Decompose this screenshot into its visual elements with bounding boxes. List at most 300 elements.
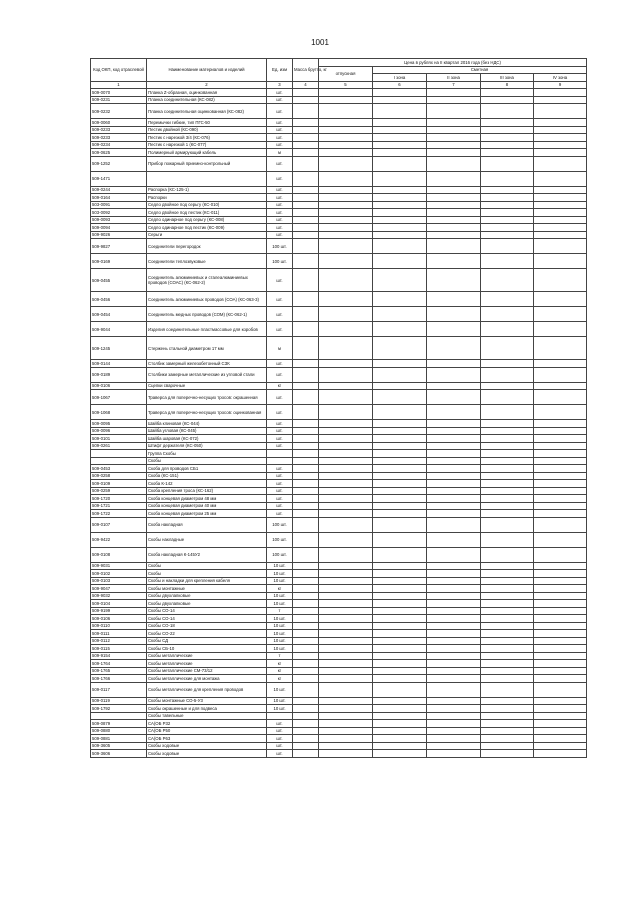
cell-release-price bbox=[319, 637, 373, 645]
table-row bbox=[91, 735, 587, 743]
table-row bbox=[91, 367, 587, 382]
cell-release-price bbox=[319, 201, 373, 209]
cell-code: 503-0092 bbox=[91, 209, 147, 217]
cell-zone1-price bbox=[373, 660, 427, 668]
cell-mass bbox=[293, 171, 319, 186]
cell-zone3-price bbox=[481, 652, 534, 660]
cell-code: 509-0233 bbox=[91, 134, 147, 142]
cell-unit: 10 шт. bbox=[267, 630, 293, 638]
cell-zone4-price bbox=[534, 547, 587, 562]
cell-unit: шт. bbox=[267, 224, 293, 232]
cell-zone1-price bbox=[373, 141, 427, 149]
cell-zone1-price bbox=[373, 637, 427, 645]
cell-zone1-price bbox=[373, 322, 427, 337]
cell-name: Скобы металлические для монтажа bbox=[147, 675, 267, 683]
cell-zone4-price bbox=[534, 171, 587, 186]
cell-zone4-price bbox=[534, 231, 587, 239]
cell-mass bbox=[293, 337, 319, 360]
table-row bbox=[91, 134, 587, 142]
cell-name: СА(ОБ Р50 bbox=[147, 727, 267, 735]
cell-release-price bbox=[319, 89, 373, 97]
table-row bbox=[91, 231, 587, 239]
table-row bbox=[91, 720, 587, 728]
cell-release-price bbox=[319, 224, 373, 232]
cell-zone3-price bbox=[481, 667, 534, 675]
cell-zone3-price bbox=[481, 502, 534, 510]
cell-zone1-price bbox=[373, 570, 427, 578]
cell-unit: 10 шт. bbox=[267, 570, 293, 578]
cell-zone1-price bbox=[373, 201, 427, 209]
cell-zone3-price bbox=[481, 254, 534, 269]
cell-unit: шт. bbox=[267, 126, 293, 134]
cell-name: Планка соединительная (КС-082) bbox=[147, 96, 267, 104]
cell-code: 509-1765 bbox=[91, 667, 147, 675]
header-zone2: II зона bbox=[427, 74, 481, 82]
table-row bbox=[91, 517, 587, 532]
cell-code: 509-0104 bbox=[91, 600, 147, 608]
table-row bbox=[91, 615, 587, 623]
cell-zone4-price bbox=[534, 510, 587, 518]
cell-mass bbox=[293, 186, 319, 194]
cell-unit: шт. bbox=[267, 502, 293, 510]
cell-mass bbox=[293, 269, 319, 292]
cell-zone4-price bbox=[534, 450, 587, 458]
cell-unit: 10 шт. bbox=[267, 592, 293, 600]
cell-zone1-price bbox=[373, 667, 427, 675]
cell-name: Штифт держателя (КС-050) bbox=[147, 442, 267, 450]
cell-zone4-price bbox=[534, 186, 587, 194]
cell-unit: 10 шт. bbox=[267, 697, 293, 705]
cell-mass bbox=[293, 675, 319, 683]
cell-name: Распорка (КС-125-1) bbox=[147, 186, 267, 194]
cell-unit: шт. bbox=[267, 322, 293, 337]
cell-zone1-price bbox=[373, 171, 427, 186]
cell-name: СА(ОБ Р63 bbox=[147, 735, 267, 743]
cell-mass bbox=[293, 104, 319, 119]
cell-release-price bbox=[319, 645, 373, 653]
cell-unit: шт. bbox=[267, 427, 293, 435]
cell-unit: шт. bbox=[267, 750, 293, 758]
cell-release-price bbox=[319, 472, 373, 480]
cell-zone1-price bbox=[373, 450, 427, 458]
cell-zone1-price bbox=[373, 705, 427, 713]
table-row bbox=[91, 382, 587, 390]
cell-zone1-price bbox=[373, 712, 427, 720]
cell-zone2-price bbox=[427, 652, 481, 660]
cell-release-price bbox=[319, 742, 373, 750]
cell-unit: шт. bbox=[267, 442, 293, 450]
cell-zone4-price bbox=[534, 420, 587, 428]
cell-zone2-price bbox=[427, 675, 481, 683]
cell-code: 509-0106 bbox=[91, 615, 147, 623]
cell-mass bbox=[293, 577, 319, 585]
cell-unit: 10 шт. bbox=[267, 622, 293, 630]
cell-code: 509-9827 bbox=[91, 239, 147, 254]
cell-zone3-price bbox=[481, 517, 534, 532]
cell-zone2-price bbox=[427, 450, 481, 458]
cell-mass bbox=[293, 96, 319, 104]
cell-unit: шт. bbox=[267, 186, 293, 194]
cell-code: 509-0110 bbox=[91, 622, 147, 630]
cell-zone4-price bbox=[534, 750, 587, 758]
cell-code: 509-1764 bbox=[91, 660, 147, 668]
table-row bbox=[91, 360, 587, 368]
cell-zone4-price bbox=[534, 735, 587, 743]
cell-zone3-price bbox=[481, 532, 534, 547]
cell-mass bbox=[293, 427, 319, 435]
cell-zone2-price bbox=[427, 405, 481, 420]
cell-name: Скоба для проводов СБ1 bbox=[147, 465, 267, 473]
cell-unit: шт. bbox=[267, 360, 293, 368]
cell-name: Скобы bbox=[147, 570, 267, 578]
cell-zone4-price bbox=[534, 307, 587, 322]
header-name: Наименование материалов и изделий bbox=[147, 59, 267, 82]
cell-release-price bbox=[319, 660, 373, 668]
cell-code: 509-0234 bbox=[91, 141, 147, 149]
table-row bbox=[91, 495, 587, 503]
cell-code: 509-9199 bbox=[91, 607, 147, 615]
cell-release-price bbox=[319, 216, 373, 224]
cell-zone4-price bbox=[534, 652, 587, 660]
cell-code: 509-0233 bbox=[91, 126, 147, 134]
cell-zone1-price bbox=[373, 727, 427, 735]
cell-code: 509-0102 bbox=[91, 570, 147, 578]
cell-zone3-price bbox=[481, 89, 534, 97]
cell-code: 509-0095 bbox=[91, 420, 147, 428]
cell-name: Столбик замерный железобетонный СЗК bbox=[147, 360, 267, 368]
cell-release-price bbox=[319, 720, 373, 728]
cell-zone4-price bbox=[534, 367, 587, 382]
cell-zone2-price bbox=[427, 382, 481, 390]
cell-zone2-price bbox=[427, 194, 481, 202]
cell-release-price bbox=[319, 390, 373, 405]
cell-name: Седло одинарное под пестик (КС-009) bbox=[147, 224, 267, 232]
cell-zone3-price bbox=[481, 585, 534, 593]
header-price-title: Цена в рублях на II квартал 2016 года (без НДС) bbox=[319, 59, 587, 67]
cell-unit: шт. bbox=[267, 96, 293, 104]
cell-zone2-price bbox=[427, 307, 481, 322]
cell-zone2-price bbox=[427, 239, 481, 254]
cell-zone2-price bbox=[427, 727, 481, 735]
cell-zone3-price bbox=[481, 450, 534, 458]
cell-zone4-price bbox=[534, 682, 587, 697]
cell-zone4-price bbox=[534, 457, 587, 465]
cell-release-price bbox=[319, 585, 373, 593]
cell-release-price bbox=[319, 570, 373, 578]
cell-zone4-price bbox=[534, 104, 587, 119]
cell-zone4-price bbox=[534, 600, 587, 608]
cell-unit: шт. bbox=[267, 231, 293, 239]
header-mass: Масса брутто, кг bbox=[293, 59, 319, 82]
cell-zone3-price bbox=[481, 637, 534, 645]
cell-code: 509-0094 bbox=[91, 224, 147, 232]
cell-mass bbox=[293, 254, 319, 269]
cell-zone4-price bbox=[534, 577, 587, 585]
cell-unit: шт. bbox=[267, 472, 293, 480]
cell-mass bbox=[293, 630, 319, 638]
cell-mass bbox=[293, 457, 319, 465]
cell-code: 509-0101 bbox=[91, 435, 147, 443]
cell-zone3-price bbox=[481, 480, 534, 488]
cell-unit: 10 шт. bbox=[267, 600, 293, 608]
cell-release-price bbox=[319, 382, 373, 390]
cell-code: 509-0144 bbox=[91, 360, 147, 368]
cell-zone1-price bbox=[373, 390, 427, 405]
cell-mass bbox=[293, 450, 319, 458]
header-unit: Ед. изм bbox=[267, 59, 293, 82]
cell-mass bbox=[293, 645, 319, 653]
cell-zone3-price bbox=[481, 292, 534, 307]
cell-mass bbox=[293, 442, 319, 450]
cell-name: СА(ОБ Р32 bbox=[147, 720, 267, 728]
cell-zone3-price bbox=[481, 126, 534, 134]
cell-code: 509-0112 bbox=[91, 637, 147, 645]
cell-release-price bbox=[319, 547, 373, 562]
cell-unit: шт. bbox=[267, 171, 293, 186]
table-row bbox=[91, 727, 587, 735]
cell-mass bbox=[293, 382, 319, 390]
cell-release-price bbox=[319, 231, 373, 239]
cell-zone3-price bbox=[481, 194, 534, 202]
cell-zone3-price bbox=[481, 742, 534, 750]
cell-unit: шт. bbox=[267, 487, 293, 495]
cell-mass bbox=[293, 712, 319, 720]
cell-zone4-price bbox=[534, 705, 587, 713]
cell-name: Скоба накладная bbox=[147, 517, 267, 532]
cell-zone1-price bbox=[373, 547, 427, 562]
cell-name: Соединитель алюминиевых проводов (СОА) (КС-063-3) bbox=[147, 292, 267, 307]
cell-code: 509-0258 bbox=[91, 472, 147, 480]
cell-zone2-price bbox=[427, 209, 481, 217]
cell-release-price bbox=[319, 450, 373, 458]
cell-release-price bbox=[319, 307, 373, 322]
cell-zone2-price bbox=[427, 742, 481, 750]
cell-zone3-price bbox=[481, 239, 534, 254]
cell-zone1-price bbox=[373, 420, 427, 428]
table-row bbox=[91, 89, 587, 97]
cell-code: 509-0456 bbox=[91, 292, 147, 307]
cell-zone4-price bbox=[534, 615, 587, 623]
cell-zone1-price bbox=[373, 480, 427, 488]
cell-release-price bbox=[319, 141, 373, 149]
cell-zone3-price bbox=[481, 367, 534, 382]
cell-release-price bbox=[319, 705, 373, 713]
cell-unit: 10 шт. bbox=[267, 682, 293, 697]
cell-mass bbox=[293, 562, 319, 570]
cell-zone1-price bbox=[373, 510, 427, 518]
cell-name: Соединители перегородок bbox=[147, 239, 267, 254]
cell-unit: шт. bbox=[267, 119, 293, 127]
table-row bbox=[91, 209, 587, 217]
cell-code: 509-9047 bbox=[91, 585, 147, 593]
cell-code bbox=[91, 450, 147, 458]
cell-zone1-price bbox=[373, 442, 427, 450]
cell-code: 509-9422 bbox=[91, 532, 147, 547]
cell-mass bbox=[293, 652, 319, 660]
cell-zone3-price bbox=[481, 360, 534, 368]
table-row bbox=[91, 712, 587, 720]
cell-code: 509-0455 bbox=[91, 269, 147, 292]
cell-zone2-price bbox=[427, 502, 481, 510]
cell-zone4-price bbox=[534, 292, 587, 307]
cell-zone2-price bbox=[427, 367, 481, 382]
cell-mass bbox=[293, 405, 319, 420]
cell-zone3-price bbox=[481, 269, 534, 292]
cell-zone2-price bbox=[427, 562, 481, 570]
cell-mass bbox=[293, 231, 319, 239]
cell-release-price bbox=[319, 194, 373, 202]
cell-zone1-price bbox=[373, 156, 427, 171]
cell-unit: шт. bbox=[267, 194, 293, 202]
cell-zone1-price bbox=[373, 427, 427, 435]
cell-zone4-price bbox=[534, 119, 587, 127]
cell-name: Полимерный армирующий кабель bbox=[147, 149, 267, 157]
cell-zone1-price bbox=[373, 607, 427, 615]
cell-zone2-price bbox=[427, 495, 481, 503]
cell-zone2-price bbox=[427, 435, 481, 443]
cell-mass bbox=[293, 742, 319, 750]
cell-code bbox=[91, 712, 147, 720]
header-delivery: Сметная bbox=[373, 66, 587, 74]
cell-zone3-price bbox=[481, 465, 534, 473]
column-number: 5 bbox=[319, 81, 373, 89]
cell-mass bbox=[293, 615, 319, 623]
cell-zone4-price bbox=[534, 570, 587, 578]
cell-zone3-price bbox=[481, 201, 534, 209]
cell-name bbox=[147, 171, 267, 186]
cell-zone2-price bbox=[427, 577, 481, 585]
cell-name: Скобы окрашенные и для подвеса bbox=[147, 705, 267, 713]
table-row bbox=[91, 457, 587, 465]
table-row bbox=[91, 510, 587, 518]
cell-unit: шт. bbox=[267, 390, 293, 405]
cell-zone2-price bbox=[427, 465, 481, 473]
cell-zone1-price bbox=[373, 224, 427, 232]
cell-name: Седло двойное под пестик (КС-011) bbox=[147, 209, 267, 217]
table-row bbox=[91, 607, 587, 615]
cell-zone4-price bbox=[534, 592, 587, 600]
cell-zone3-price bbox=[481, 577, 534, 585]
cell-zone4-price bbox=[534, 156, 587, 171]
table-row bbox=[91, 742, 587, 750]
cell-zone1-price bbox=[373, 292, 427, 307]
cell-zone2-price bbox=[427, 104, 481, 119]
cell-mass bbox=[293, 502, 319, 510]
cell-unit bbox=[267, 457, 293, 465]
cell-zone2-price bbox=[427, 600, 481, 608]
cell-mass bbox=[293, 667, 319, 675]
cell-unit: м bbox=[267, 337, 293, 360]
cell-release-price bbox=[319, 239, 373, 254]
cell-code: 509-0109 bbox=[91, 480, 147, 488]
cell-release-price bbox=[319, 171, 373, 186]
cell-unit: т bbox=[267, 607, 293, 615]
cell-zone1-price bbox=[373, 269, 427, 292]
cell-zone3-price bbox=[481, 682, 534, 697]
cell-zone2-price bbox=[427, 231, 481, 239]
table-row bbox=[91, 532, 587, 547]
cell-mass bbox=[293, 480, 319, 488]
cell-zone4-price bbox=[534, 89, 587, 97]
cell-release-price bbox=[319, 405, 373, 420]
cell-zone1-price bbox=[373, 495, 427, 503]
cell-name: Пестик с нарезкой 3/4 (КС-076) bbox=[147, 134, 267, 142]
cell-zone4-price bbox=[534, 660, 587, 668]
table-row bbox=[91, 390, 587, 405]
cell-code: 509-0879 bbox=[91, 720, 147, 728]
cell-zone3-price bbox=[481, 472, 534, 480]
cell-release-price bbox=[319, 269, 373, 292]
cell-release-price bbox=[319, 427, 373, 435]
cell-zone3-price bbox=[481, 645, 534, 653]
cell-release-price bbox=[319, 156, 373, 171]
cell-zone3-price bbox=[481, 382, 534, 390]
cell-code: 509-1245 bbox=[91, 337, 147, 360]
cell-unit: шт. bbox=[267, 435, 293, 443]
table-row bbox=[91, 652, 587, 660]
cell-mass bbox=[293, 510, 319, 518]
cell-release-price bbox=[319, 149, 373, 157]
table-row bbox=[91, 156, 587, 171]
cell-release-price bbox=[319, 562, 373, 570]
table-row bbox=[91, 645, 587, 653]
cell-zone3-price bbox=[481, 96, 534, 104]
cell-unit: 10 шт. bbox=[267, 615, 293, 623]
cell-code: 509-0115 bbox=[91, 645, 147, 653]
cell-zone1-price bbox=[373, 682, 427, 697]
cell-zone4-price bbox=[534, 149, 587, 157]
cell-unit: шт. bbox=[267, 405, 293, 420]
cell-release-price bbox=[319, 96, 373, 104]
cell-release-price bbox=[319, 682, 373, 697]
cell-zone4-price bbox=[534, 382, 587, 390]
cell-unit: кг bbox=[267, 675, 293, 683]
cell-mass bbox=[293, 622, 319, 630]
cell-unit: кг bbox=[267, 667, 293, 675]
header-code: Код ОКП, код отраслевой bbox=[91, 59, 147, 82]
cell-zone1-price bbox=[373, 216, 427, 224]
cell-zone2-price bbox=[427, 750, 481, 758]
cell-code: 509-0107 bbox=[91, 517, 147, 532]
cell-unit: 10 шт. bbox=[267, 577, 293, 585]
cell-code: 509-0232 bbox=[91, 104, 147, 119]
cell-zone2-price bbox=[427, 134, 481, 142]
cell-zone4-price bbox=[534, 465, 587, 473]
table-row bbox=[91, 697, 587, 705]
cell-code: 509-1471 bbox=[91, 171, 147, 186]
cell-name: Скобы металлические СМ-73/12 bbox=[147, 667, 267, 675]
cell-zone3-price bbox=[481, 510, 534, 518]
cell-zone2-price bbox=[427, 254, 481, 269]
cell-code: 509-0244 bbox=[91, 186, 147, 194]
cell-zone1-price bbox=[373, 652, 427, 660]
cell-zone1-price bbox=[373, 119, 427, 127]
cell-zone2-price bbox=[427, 322, 481, 337]
cell-zone1-price bbox=[373, 562, 427, 570]
cell-name: Скобы металлические для крепления проводов bbox=[147, 682, 267, 697]
cell-zone3-price bbox=[481, 435, 534, 443]
table-row bbox=[91, 186, 587, 194]
cell-zone1-price bbox=[373, 487, 427, 495]
cell-zone3-price bbox=[481, 171, 534, 186]
cell-name: Прибор пожарный приемно-контрольный bbox=[147, 156, 267, 171]
cell-code: 509-0261 bbox=[91, 442, 147, 450]
cell-mass bbox=[293, 517, 319, 532]
cell-name: Седло двойное под серьгу (КС-010) bbox=[147, 201, 267, 209]
cell-code: 509-0111 bbox=[91, 630, 147, 638]
cell-code: 509-0106 bbox=[91, 382, 147, 390]
cell-zone2-price bbox=[427, 472, 481, 480]
